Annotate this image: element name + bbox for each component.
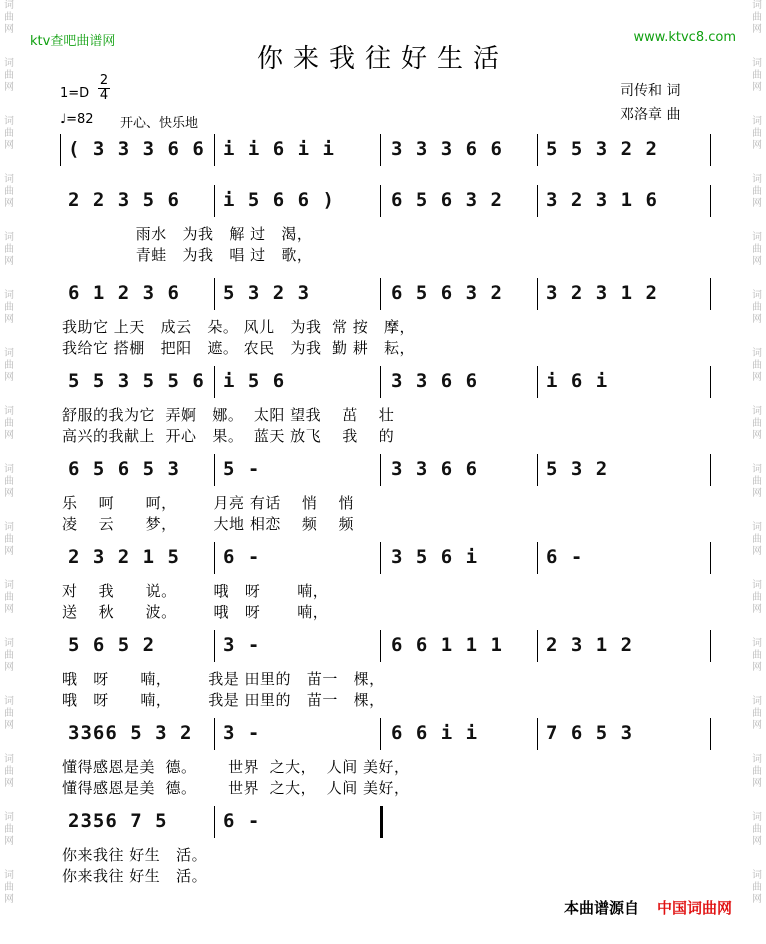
bar-line [710, 366, 711, 398]
watermark-glyphs: 词 曲 网 [752, 232, 762, 267]
measure-notes: 3 2 3 1 2 [546, 282, 658, 304]
bar-line [214, 454, 215, 486]
measure-notes: 5 6 5 2 [68, 634, 156, 656]
bar-line [380, 630, 381, 662]
measure-notes: 5 - [223, 458, 261, 480]
lyric-line: 青蛙 为我 唱 过 歌， [62, 246, 313, 264]
measure-notes: 5 5 3 2 2 [546, 138, 658, 160]
tempo-mark: ♩=82 [60, 112, 94, 127]
measure-notes: i 5 6 [223, 370, 286, 392]
watermark-glyphs: 词 曲 网 [4, 812, 14, 847]
measure-notes: 6 5 6 3 2 [391, 282, 503, 304]
watermark-glyphs: 词 曲 网 [752, 522, 762, 557]
watermark-glyphs: 词 曲 网 [752, 754, 762, 789]
bar-line [710, 542, 711, 574]
bar-line [710, 134, 711, 166]
bar-line [214, 366, 215, 398]
measure-notes: 2 3 2 1 5 [68, 546, 180, 568]
bar-line [710, 185, 711, 217]
lyric-line: 舒服的我为它 弄婀 娜。 太阳 望我 茁 壮 [62, 406, 395, 424]
measure-notes: 2356 7 5 [68, 810, 168, 832]
composer-credit: 邓洛章 曲 [620, 107, 681, 123]
watermark-glyphs: 词 曲 网 [4, 870, 14, 905]
watermark-glyphs: 词 曲 网 [752, 464, 762, 499]
notation-row [62, 370, 712, 396]
measure-notes: 3 5 6 i [391, 546, 479, 568]
measure-notes: 6 - [223, 546, 261, 568]
bar-line [380, 185, 381, 217]
bar-line [537, 366, 538, 398]
key-signature: 1=D [60, 86, 90, 101]
lyric-line: 高兴的我献上 开心 果。 蓝天 放飞 我 的 [62, 427, 395, 445]
bar-line [380, 718, 381, 750]
bar-line [710, 630, 711, 662]
lyric-line: 对 我 说。 哦 呀 喃， [62, 582, 329, 600]
bar-line [214, 718, 215, 750]
bar-line [710, 718, 711, 750]
time-bottom: 4 [99, 88, 109, 103]
bar-line [214, 134, 215, 166]
watermark-glyphs: 词 曲 网 [752, 174, 762, 209]
mood-mark: 开心、快乐地 [120, 116, 199, 131]
bar-line [380, 278, 381, 310]
watermark-glyphs: 词 曲 网 [752, 870, 762, 905]
bar-line [537, 542, 538, 574]
lyric-line: 雨水 为我 解 过 渴， [62, 225, 313, 243]
watermark-glyphs: 词 曲 网 [4, 116, 14, 151]
watermark-glyphs: 词 曲 网 [4, 0, 14, 35]
final-bar-line [380, 806, 383, 838]
site-right-link[interactable]: www.ktvc8.com [633, 30, 736, 45]
notation-row [62, 458, 712, 484]
bar-line [60, 134, 61, 166]
watermark-glyphs: 词 曲 网 [752, 0, 762, 35]
time-signature [98, 74, 110, 103]
watermark-right [750, 0, 764, 944]
measure-notes: 6 6 i i [391, 722, 479, 744]
measure-notes: 5 3 2 [546, 458, 609, 480]
measure-notes: 3 2 3 1 6 [546, 189, 658, 211]
source-credit [564, 897, 732, 918]
watermark-glyphs: 词 曲 网 [4, 696, 14, 731]
bar-line [380, 134, 381, 166]
lyric-line: 懂得感恩是美 德。 世界 之大， 人间 美好， [62, 758, 410, 776]
measure-notes: 3 3 6 6 [391, 370, 479, 392]
lyric-line: 乐 呵 呵， 月亮 有话 悄 悄 [62, 494, 354, 512]
watermark-glyphs: 词 曲 网 [4, 58, 14, 93]
bar-line [537, 630, 538, 662]
measure-notes: 3366 5 3 2 [68, 722, 193, 744]
watermark-glyphs: 词 曲 网 [4, 232, 14, 267]
watermark-glyphs: 词 曲 网 [752, 696, 762, 731]
bar-line [214, 806, 215, 838]
measure-notes: ( 3 3 3 6 6 [68, 138, 205, 160]
bar-line [214, 542, 215, 574]
lyric-line: 送 秋 波。 哦 呀 喃， [62, 603, 329, 621]
lyric-line: 我给它 搭棚 把阳 遮。 农民 为我 勤 耕 耘， [62, 339, 416, 357]
source-site-link[interactable]: 中国词曲网 [656, 899, 732, 917]
watermark-glyphs: 词 曲 网 [4, 348, 14, 383]
measure-notes: 6 - [546, 546, 584, 568]
source-label: 本曲谱源自 [563, 899, 639, 917]
measure-notes: 6 6 1 1 1 [391, 634, 503, 656]
bar-line [380, 454, 381, 486]
song-title: 你来我往好生活 [256, 44, 509, 74]
measure-notes: 2 3 1 2 [546, 634, 634, 656]
watermark-glyphs: 词 曲 网 [4, 580, 14, 615]
bar-line [710, 454, 711, 486]
lyricist-credit: 司传和 词 [620, 83, 681, 99]
lyric-line: 哦 呀 喃， 我是 田里的 苗一 棵， [62, 670, 385, 688]
lyric-line: 哦 呀 喃， 我是 田里的 苗一 棵， [62, 691, 385, 709]
watermark-glyphs: 词 曲 网 [752, 812, 762, 847]
measure-notes: 6 5 6 5 3 [68, 458, 180, 480]
bar-line [537, 134, 538, 166]
measure-notes: i 5 6 6 ) [223, 189, 335, 211]
measure-notes: 3 - [223, 634, 261, 656]
watermark-glyphs: 词 曲 网 [4, 290, 14, 325]
watermark-glyphs: 词 曲 网 [752, 580, 762, 615]
bar-line [710, 278, 711, 310]
watermark-glyphs: 词 曲 网 [752, 58, 762, 93]
lyric-line: 你来我往 好生 活。 [62, 846, 208, 864]
watermark-glyphs: 词 曲 网 [4, 754, 14, 789]
watermark-glyphs: 词 曲 网 [752, 406, 762, 441]
measure-notes: 3 3 6 6 [391, 458, 479, 480]
bar-line [537, 185, 538, 217]
time-top: 2 [99, 73, 109, 88]
watermark-glyphs: 词 曲 网 [4, 638, 14, 673]
measure-notes: 3 3 3 6 6 [391, 138, 503, 160]
notation-row [62, 722, 712, 748]
watermark-glyphs: 词 曲 网 [752, 638, 762, 673]
measure-notes: 6 - [223, 810, 261, 832]
watermark-glyphs: 词 曲 网 [752, 348, 762, 383]
measure-notes: i i 6 i i [223, 138, 335, 160]
watermark-left [2, 0, 16, 944]
watermark-glyphs: 词 曲 网 [752, 290, 762, 325]
bar-line [537, 454, 538, 486]
measure-notes: 3 - [223, 722, 261, 744]
site-left-link[interactable]: ktv查吧曲谱网 [30, 34, 116, 49]
lyric-line: 凌 云 梦， 大地 相恋 频 频 [62, 515, 354, 533]
bar-line [380, 542, 381, 574]
measure-notes: 2 2 3 5 6 [68, 189, 180, 211]
bar-line [214, 630, 215, 662]
bar-line [537, 278, 538, 310]
measure-notes: 5 3 2 3 [223, 282, 311, 304]
watermark-glyphs: 词 曲 网 [4, 464, 14, 499]
measure-notes: i 6 i [546, 370, 609, 392]
lyric-line: 你来我往 好生 活。 [62, 867, 208, 885]
notation-row [62, 189, 712, 215]
notation-row [62, 546, 712, 572]
notation-row [62, 810, 712, 836]
watermark-glyphs: 词 曲 网 [4, 522, 14, 557]
lyric-line: 我助它 上天 成云 朵。 风儿 为我 常 按 摩， [62, 318, 416, 336]
bar-line [537, 718, 538, 750]
lyric-line: 懂得感恩是美 德。 世界 之大， 人间 美好， [62, 779, 410, 797]
watermark-glyphs: 词 曲 网 [4, 406, 14, 441]
notation-row [62, 138, 712, 164]
bar-line [214, 185, 215, 217]
bar-line [214, 278, 215, 310]
notation-row [62, 282, 712, 308]
measure-notes: 7 6 5 3 [546, 722, 634, 744]
bar-line [380, 366, 381, 398]
measure-notes: 6 5 6 3 2 [391, 189, 503, 211]
notation-row [62, 634, 712, 660]
measure-notes: 6 1 2 3 6 [68, 282, 180, 304]
watermark-glyphs: 词 曲 网 [4, 174, 14, 209]
measure-notes: 5 5 3 5 5 6 [68, 370, 205, 392]
watermark-glyphs: 词 曲 网 [752, 116, 762, 151]
